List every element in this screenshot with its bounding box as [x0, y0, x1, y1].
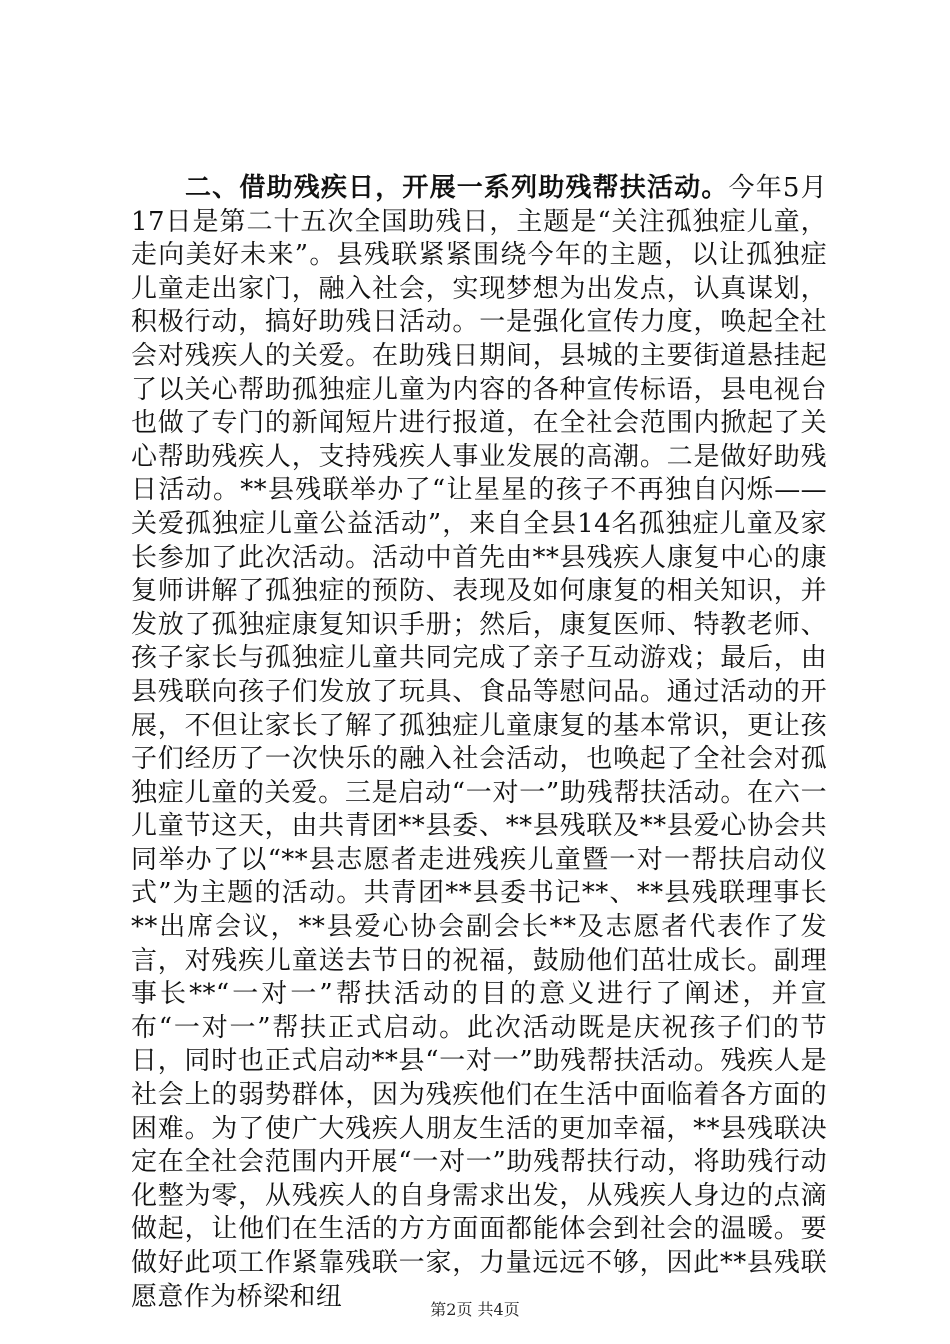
paragraph-text: 今年5月17日是第二十五次全国助残日，主题是“关注孤独症儿童，走向美好未来”。县残联紧紧围绕今年的主题，以让孤独症儿童走出家门，融入社会，实现梦想为出发点，认真谋划，积极行动，搞好助残日活动。一是强化宣传力度，唤起全社会对残疾人的关爱。在助残日期间，县城的主要街道悬挂起了以关心帮助孤独症儿童为内容的各种宣传标语，县电视台也做了专门的新闻短片进行报道，在全社会范围内掀起了关心帮助残疾人，支持残疾人事业发展的高潮。二是做好助残日活动。**县残联举办了“让星星的孩子不再独自闪烁——关爱孤独症儿童公益活动”，来自全县14名孤独症儿童及家长参加了此次活动。活动中首先由**县残疾人康复中心的康复师讲解了孤独症的预防、表现及如何康复的相关知识，并发放了孤独症康复知识手册；然后，康复医师、特教老师、孩子家长与孤独症儿童共同完成了亲子互动游戏；最后，由县残联向孩子们发放了玩具、食品等慰问品。通过活动的开展，不但让家长了解了孤独症儿童康复的基本常识，更让孩子们经历了一次快乐的融入社会活动，也唤起了全社会对孤独症儿童的关爱。三是启动“一对一”助残帮扶活动。在六一儿童节这天，由共青团**县委、**县残联及**县爱心协会共同举办了以“**县志愿者走进残疾儿童暨一对一帮扶启动仪式”为主题的活动。共青团**县委书记**、**县残联理事长**出席会议，**县爱心协会副会长**及志愿者代表作了发言，对残疾儿童送去节日的祝福，鼓励他们茁壮成长。副理事长**“一对一”帮扶活动的目的意义进行了阐述，并宣布“一对一”帮扶正式启动。此次活动既是庆祝孩子们的节日，同时也正式启动**县“一对一”助残帮扶活动。残疾人是社会上的弱势群体，因为残疾他们在生活中面临着各方面的困难。为了使广大残疾人朋友生活的更加幸福，**县残联决定在全社会范围内开展“一对一”助残帮扶行动，将助残行动化整为零，从残疾人的自身需求出发，从残疾人身边的点滴做起，让他们在生活的方方面面都能体会到社会的温暖。要做好此项工作紧靠残联一家，力量远远不够，因此**县残联愿意作为桥梁和纽: [131, 173, 827, 1312]
page-number: 第2页 共4页: [430, 1300, 520, 1319]
section-heading: 二、借助残疾日，开展一系列助残帮扶活动。: [185, 173, 729, 203]
body-paragraph: [131, 172, 827, 1314]
page-footer: [0, 1300, 950, 1320]
